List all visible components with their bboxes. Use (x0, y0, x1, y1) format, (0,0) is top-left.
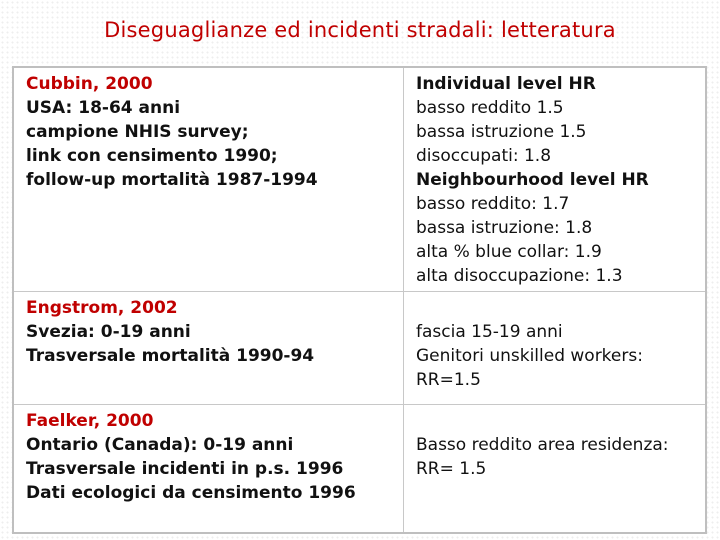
literature-table (12, 66, 707, 534)
study-cell (13, 292, 404, 404)
result-line: Genitori unskilled workers: (416, 346, 643, 367)
study-author: Cubbin, 2000 (26, 74, 153, 94)
result-line: bassa istruzione 1.5 (416, 122, 587, 142)
results-cell (404, 67, 707, 292)
study-author: Engstrom, 2002 (26, 298, 178, 319)
study-detail: Ontario (Canada): 0-19 anni (26, 434, 294, 455)
result-line: disoccupati: 1.8 (416, 146, 552, 166)
result-line: RR=1.5 (416, 370, 481, 391)
result-line: Basso reddito area residenza: (416, 434, 669, 455)
slide-title: Diseguaglianze ed incidenti stradali: letteratura (104, 18, 616, 42)
result-line: alta % blue collar: 1.9 (416, 242, 602, 262)
study-cell (13, 404, 404, 533)
study-detail: Dati ecologici da censimento 1996 (26, 482, 356, 503)
results-spacer (416, 296, 695, 320)
result-line: basso reddito 1.5 (416, 98, 564, 118)
table-row (13, 292, 706, 404)
result-line: alta disoccupazione: 1.3 (416, 266, 623, 286)
study-author: Faelker, 2000 (26, 410, 154, 431)
result-heading: Neighbourhood level HR (416, 170, 649, 190)
results-cell (404, 292, 707, 404)
result-line: fascia 15-19 anni (416, 322, 563, 343)
study-detail: Svezia: 0-19 anni (26, 322, 191, 343)
study-detail: USA: 18-64 anni (26, 98, 181, 118)
study-detail: link con censimento 1990; (26, 146, 278, 166)
results-spacer (416, 409, 695, 433)
study-detail: follow-up mortalità 1987-1994 (26, 170, 318, 190)
result-heading: Individual level HR (416, 74, 596, 94)
table-row (13, 67, 706, 292)
study-detail: Trasversale incidenti in p.s. 1996 (26, 458, 344, 479)
result-line: basso reddito: 1.7 (416, 194, 570, 214)
study-detail: Trasversale mortalità 1990-94 (26, 346, 315, 367)
results-cell (404, 404, 707, 533)
result-line: RR= 1.5 (416, 458, 487, 479)
study-cell (13, 67, 404, 292)
result-line: bassa istruzione: 1.8 (416, 218, 593, 238)
table-row (13, 404, 706, 533)
study-detail: campione NHIS survey; (26, 122, 249, 142)
